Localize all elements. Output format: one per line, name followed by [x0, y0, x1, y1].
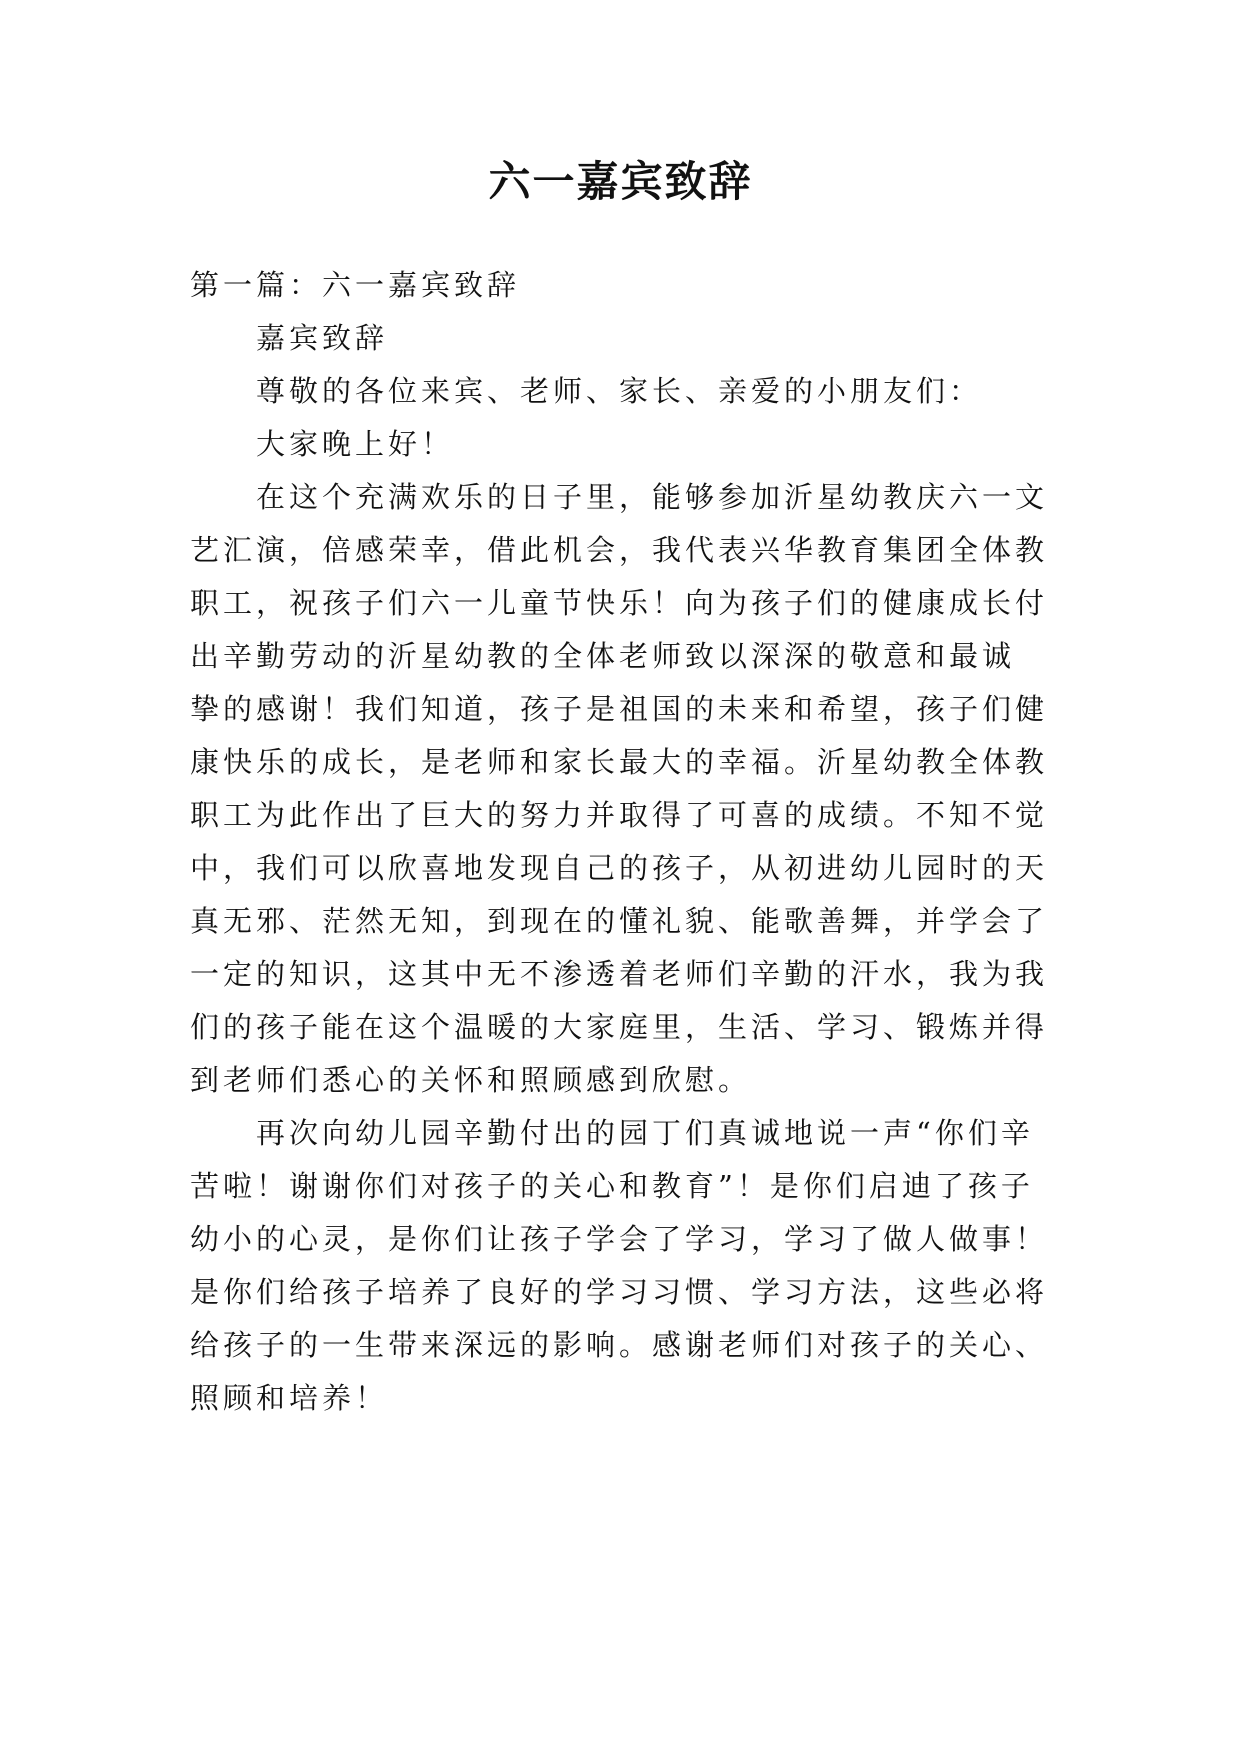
paragraph-line: 到老师们悉心的关怀和照顾感到欣慰。: [190, 1063, 752, 1097]
paragraph-line: 是你们给孩子培养了良好的学习习惯、学习方法，这些必将: [190, 1275, 1049, 1309]
paragraph-line: 在这个充满欢乐的日子里，能够参加沂星幼教庆六一文: [256, 480, 1049, 514]
paragraph-line: 真无邪、茫然无知，到现在的懂礼貌、能歌善舞，并学会了: [190, 904, 1049, 938]
paragraph-line: 给孩子的一生带来深远的影响。感谢老师们对孩子的关心、: [190, 1328, 1049, 1362]
paragraph-line: 艺汇演，倍感荣幸，借此机会，我代表兴华教育集团全体教: [190, 533, 1049, 567]
section-heading: 第一篇：六一嘉宾致辞: [190, 268, 521, 302]
paragraph-line: 照顾和培养！: [190, 1381, 389, 1415]
paragraph-line: 职工为此作出了巨大的努力并取得了可喜的成绩。不知不觉: [190, 798, 1049, 832]
paragraph-line: 幼小的心灵，是你们让孩子学会了学习，学习了做人做事！: [190, 1222, 1049, 1256]
paragraph-line: 中，我们可以欣喜地发现自己的孩子，从初进幼儿园时的天: [190, 851, 1049, 885]
paragraph-line: 出辛勤劳动的沂星幼教的全体老师致以深深的敬意和最诚: [190, 639, 1016, 673]
paragraph-line: 康快乐的成长，是老师和家长最大的幸福。沂星幼教全体教: [190, 745, 1049, 779]
paragraph-line: 职工，祝孩子们六一儿童节快乐！向为孩子们的健康成长付: [190, 586, 1049, 620]
paragraph-line: 挚的感谢！我们知道，孩子是祖国的未来和希望，孩子们健: [190, 692, 1049, 726]
subtitle: 嘉宾致辞: [256, 321, 389, 355]
paragraph-line: 苦啦！谢谢你们对孩子的关心和教育”！是你们启迪了孩子: [190, 1169, 1034, 1203]
paragraph-line: 一定的知识，这其中无不渗透着老师们辛勤的汗水，我为我: [190, 957, 1049, 991]
document-title: 六一嘉宾致辞: [488, 157, 753, 206]
paragraph-line: 再次向幼儿园辛勤付出的园丁们真诚地说一声“你们辛: [256, 1116, 1034, 1150]
salutation: 尊敬的各位来宾、老师、家长、亲爱的小朋友们：: [256, 374, 983, 408]
greeting: 大家晚上好！: [256, 427, 455, 461]
paragraph-line: 们的孩子能在这个温暖的大家庭里，生活、学习、锻炼并得: [190, 1010, 1049, 1044]
